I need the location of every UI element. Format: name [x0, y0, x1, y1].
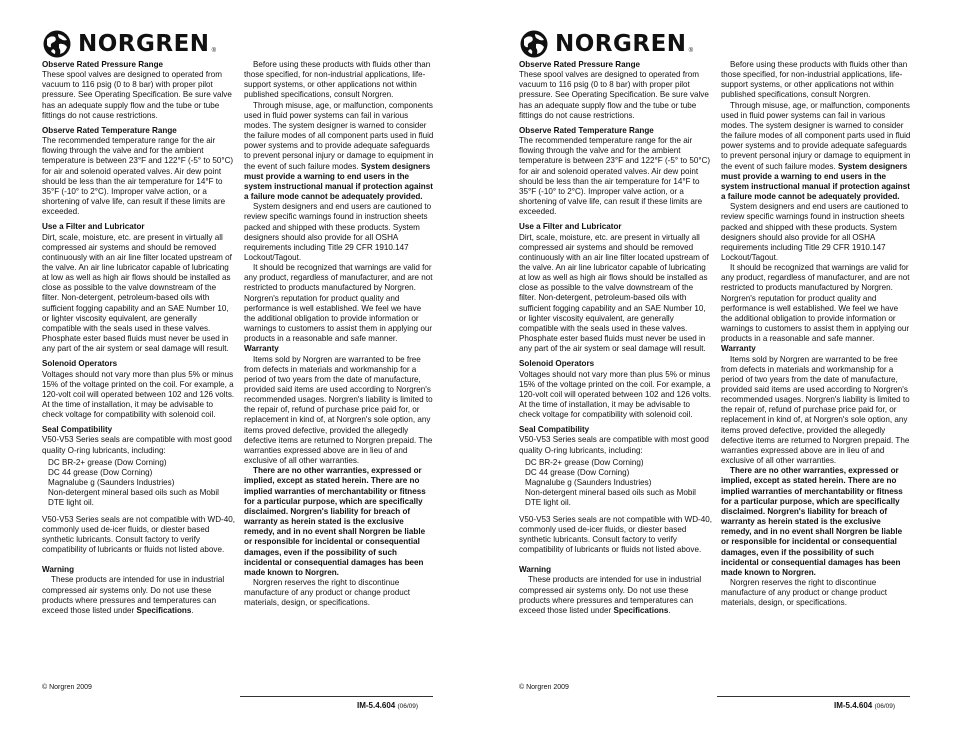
lubricant-list — [48, 458, 235, 509]
list-item: DC BR-2+ grease (Dow Corning) — [48, 457, 167, 467]
list-item: Non-detergent mineral based oils such as Mobil DTE light oil. — [48, 488, 219, 508]
page-right — [477, 0, 954, 738]
failure-modes-paragraph: Through misuse, age, or malfunction, components used in fluid power systems can fail in various modes. The system designer is warned to consider the failure modes of all component parts used in fluid power systems and to provide adequate safeguards to prevent personal injury or damage to equipment in the event of such failure modes. System designers must provide a warning to end users in the system instructional manual if protection against a failure mode cannot be adequately provided. — [244, 100, 434, 202]
solenoid-text: Voltages should not vary more than plus 5% or minus 15% of the voltage printed on the coil. For example, a 120-volt coil will operated between 102 and 126 volts. At the time of installation, it may be advisable to check voltage for compatibility with solenoid coil. — [519, 369, 712, 420]
solenoid-heading: Solenoid Operators — [519, 359, 595, 369]
list-item: DC 44 grease (Dow Corning) — [525, 467, 630, 477]
pressure-heading: Observe Rated Pressure Range — [42, 60, 164, 69]
warranty-text: Items sold by Norgren are warranted to be free from defects in materials and workmanship for a period of two years from the date of manufacture, provided said items are used according to Norgren's recommended usages. Norgren's liability is limited to the repair of, refund of purchase price paid for, or replacement in kind of, at Norgren's sole option, any items proved defective, provided the allegedly defective items are returned to Norgren prepaid. The warranties expressed above are in lieu of and exclusive of all other warranties. — [721, 354, 910, 466]
list-item: DC 44 grease (Dow Corning) — [48, 467, 153, 477]
osha-paragraph: System designers and end users are cautioned to review specific warnings found in instruction sheets packed and shipped with these products. System designers should also provide for all OSHA requirements including Title 29 CFR 1910.147 Lockout/Tagout. — [721, 202, 909, 262]
seal-text: V50-V53 Series seals are compatible with most good quality O-ring lubricants, including: — [519, 435, 709, 455]
registered-mark: ® — [211, 48, 216, 54]
warranty-disclaimer: There are no other warranties, expressed or implied, except as stated herein. There are no implied warranties of merchantability or fitness for a particular purpose, which are specifically disclaimed. Norgren's liability for breach of warranty as herein stated is the exclusive remedy, and in no event shall Norgren be liable or responsible for incidental or consequential damages, even if the possibility of such incidental or consequential damages has been made known to Norgren. — [244, 466, 426, 577]
warning-heading: Warning — [519, 565, 552, 575]
seal-text: V50-V53 Series seals are compatible with most good quality O-ring lubricants, including: — [42, 435, 232, 455]
copyright: © Norgren 2009 — [519, 684, 569, 691]
list-item: Magnalube g (Saunders Industries) — [525, 478, 652, 488]
filter-heading: Use a Filter and Lubricator — [42, 222, 145, 232]
brand-name: NORGREN — [555, 31, 687, 57]
list-item: DC BR-2+ grease (Dow Corning) — [525, 457, 644, 467]
list-item: Non-detergent mineral based oils such as Mobil DTE light oil. — [525, 488, 696, 508]
pressure-text: These spool valves are designed to operated from vacuum to 116 psig (0 to 8 bar) with proper pilot pressure. See Operating Specification. Be sure valve has an adequate supply flow and the tube or tube fittings do not cause restrictions. — [519, 70, 709, 120]
seal-heading: Seal Compatibility — [519, 425, 590, 435]
filter-text: Dirt, scale, moisture, etc. are present in virtually all compressed air systems and should be removed continuously with an air line filter located upstream of the valve. An air line lubricator capable of lubricating at low as well as high air flows should be installed as close as possible to the valve downstream of the filter. Non-detergent, petroleum-based oils with sufficient fogging capability and an SAE Number 10, or lighter viscosity equivalent, are generally compatible with the seals used in these valves. Phosphate ester based fluids must never be used in any part of the air system or seal damage will result. — [519, 232, 709, 354]
reputation-paragraph: It should be recognized that warnings are valid for any product, regardless of manufacturer, and are not restricted to products manufactured by Norgren. Norgren's reputation for product quality and performance is well established. We feel we have the additional obligation to provide information or warnings to customers to assist them in applying our products in a reasonable and safe manner. — [244, 263, 433, 344]
discontinue-paragraph: Norgren reserves the right to discontinue manufacture of any product or change product materials, design, or specifications. — [721, 577, 888, 608]
filter-heading: Use a Filter and Lubricator — [519, 222, 622, 232]
warranty-disclaimer: There are no other warranties, expressed or implied, except as stated herein. There are no implied warranties of merchantability or fitness for a particular purpose, which are specifically disclaimed. Norgren's liability for breach of warranty as herein stated is the exclusive remedy, and in no event shall Norgren be liable or responsible for incidental or consequential damages, even if the possibility of such incidental or consequential damages has been made known to Norgren. — [721, 466, 903, 577]
warning-heading: Warning — [42, 565, 75, 575]
column-1 — [42, 60, 235, 621]
norgren-logo — [519, 28, 693, 60]
fluids-paragraph: Before using these products with fluids other than those specified, for non-industrial applications, life-support systems, or other applications not within published specifications, consult Norgren. — [721, 60, 908, 100]
column-2 — [244, 60, 434, 608]
reputation-paragraph: It should be recognized that warnings are valid for any product, regardless of manufacturer, and are not restricted to products manufactured by Norgren. Norgren's reputation for product quality and performance is well established. We feel we have the additional obligation to provide information or warnings to customers to assist them in applying our products in a reasonable and safe manner. — [721, 263, 910, 344]
warning-text: These products are intended for use in industrial compressed air systems only. Do not use these products where pressures and temperatures can exceed those listed under Specifications. — [519, 575, 702, 615]
fluids-paragraph: Before using these products with fluids other than those specified, for non-industrial applications, life-support systems, or other applications not within published specifications, consult Norgren. — [244, 60, 431, 100]
column-2 — [721, 60, 911, 608]
lubricant-list — [525, 458, 712, 509]
temperature-heading: Observe Rated Temperature Range — [42, 125, 177, 135]
document-number: IM-5.4.604 (06/09) — [357, 701, 419, 710]
solenoid-heading: Solenoid Operators — [42, 359, 118, 369]
list-item: Magnalube g (Saunders Industries) — [48, 478, 175, 488]
document-number: IM-5.4.604 (06/09) — [834, 701, 896, 710]
brand-name: NORGREN — [78, 31, 210, 57]
warning-text: These products are intended for use in industrial compressed air systems only. Do not use these products where pressures and temperatures can exceed those listed under Specifications. — [42, 575, 225, 615]
seal-incompatible-text: V50-V53 Series seals are not compatible with WD-40, commonly used de-icer fluids, or diester based synthetic lubricants. Consult factory to verify compatibility of lubricants or fluids not listed above. — [519, 514, 712, 555]
filter-text: Dirt, scale, moisture, etc. are present in virtually all compressed air systems and should be removed continuously with an air line filter located upstream of the valve. An air line lubricator capable of lubricating at low as well as high air flows should be installed as close as possible to the valve downstream of the filter. Non-detergent, petroleum-based oils with sufficient fogging capability and an SAE Number 10, or lighter viscosity equivalent, are generally compatible with the seals used in these valves. Phosphate ester based fluids must never be used in any part of the air system or seal damage will result. — [42, 232, 232, 354]
discontinue-paragraph: Norgren reserves the right to discontinue manufacture of any product or change product materials, design, or specifications. — [244, 577, 411, 608]
globe-icon — [42, 29, 72, 59]
globe-icon — [519, 29, 549, 59]
warranty-heading: Warranty — [721, 344, 756, 354]
failure-modes-paragraph: Through misuse, age, or malfunction, components used in fluid power systems can fail in various modes. The system designer is warned to consider the failure modes of all component parts used in fluid power systems and to provide adequate safeguards to prevent personal injury or damage to equipment in the event of such failure modes. System designers must provide a warning to end users in the system instructional manual if protection against a failure mode cannot be adequately provided. — [721, 100, 911, 202]
copyright: © Norgren 2009 — [42, 684, 92, 691]
temperature-heading: Observe Rated Temperature Range — [519, 125, 654, 135]
seal-heading: Seal Compatibility — [42, 425, 113, 435]
footer-divider — [717, 696, 910, 697]
osha-paragraph: System designers and end users are cautioned to review specific warnings found in instruction sheets packed and shipped with these products. System designers should also provide for all OSHA requirements including Title 29 CFR 1910.147 Lockout/Tagout. — [244, 202, 432, 262]
temperature-text: The recommended temperature range for the air flowing through the valve and for the ambient temperature is between 23°F and 122°F (-5° to 50°C) for air and solenoid operated valves. Air dew point should be less than the air temperature for 14°F to 35°F (-10° to 2°C). Improper valve action, or a shortening of valve life, can result if these limits are exceeded. — [42, 136, 234, 217]
warranty-text: Items sold by Norgren are warranted to be free from defects in materials and workmanship for a period of two years from the date of manufacture, provided said items are used according to Norgren's recommended usages. Norgren's liability is limited to the repair of, refund of purchase price paid for, or replacement in kind of, at Norgren's sole option, any items proved defective, provided the allegedly defective items are returned to Norgren prepaid. The warranties expressed above are in lieu of and exclusive of all other warranties. — [244, 354, 433, 466]
registered-mark: ® — [688, 48, 693, 54]
solenoid-text: Voltages should not vary more than plus 5% or minus 15% of the voltage printed on the coil. For example, a 120-volt coil will operated between 102 and 126 volts. At the time of installation, it may be advisable to check voltage for compatibility with solenoid coil. — [42, 369, 235, 420]
footer-divider — [240, 696, 433, 697]
norgren-logo — [42, 28, 216, 60]
pressure-text: These spool valves are designed to operated from vacuum to 116 psig (0 to 8 bar) with proper pilot pressure. See Operating Specification. Be sure valve has an adequate supply flow and the tube or tube fittings do not cause restrictions. — [42, 70, 232, 120]
pressure-heading: Observe Rated Pressure Range — [519, 60, 641, 69]
column-1 — [519, 60, 712, 621]
temperature-text: The recommended temperature range for the air flowing through the valve and for the ambient temperature is between 23°F and 122°F (-5° to 50°C) for air and solenoid operated valves. Air dew point should be less than the air temperature for 14°F to 35°F (-10° to 2°C). Improper valve action, or a shortening of valve life, can result if these limits are exceeded. — [519, 136, 711, 217]
warranty-heading: Warranty — [244, 344, 279, 354]
seal-incompatible-text: V50-V53 Series seals are not compatible with WD-40, commonly used de-icer fluids, or diester based synthetic lubricants. Consult factory to verify compatibility of lubricants or fluids not listed above. — [42, 514, 235, 555]
